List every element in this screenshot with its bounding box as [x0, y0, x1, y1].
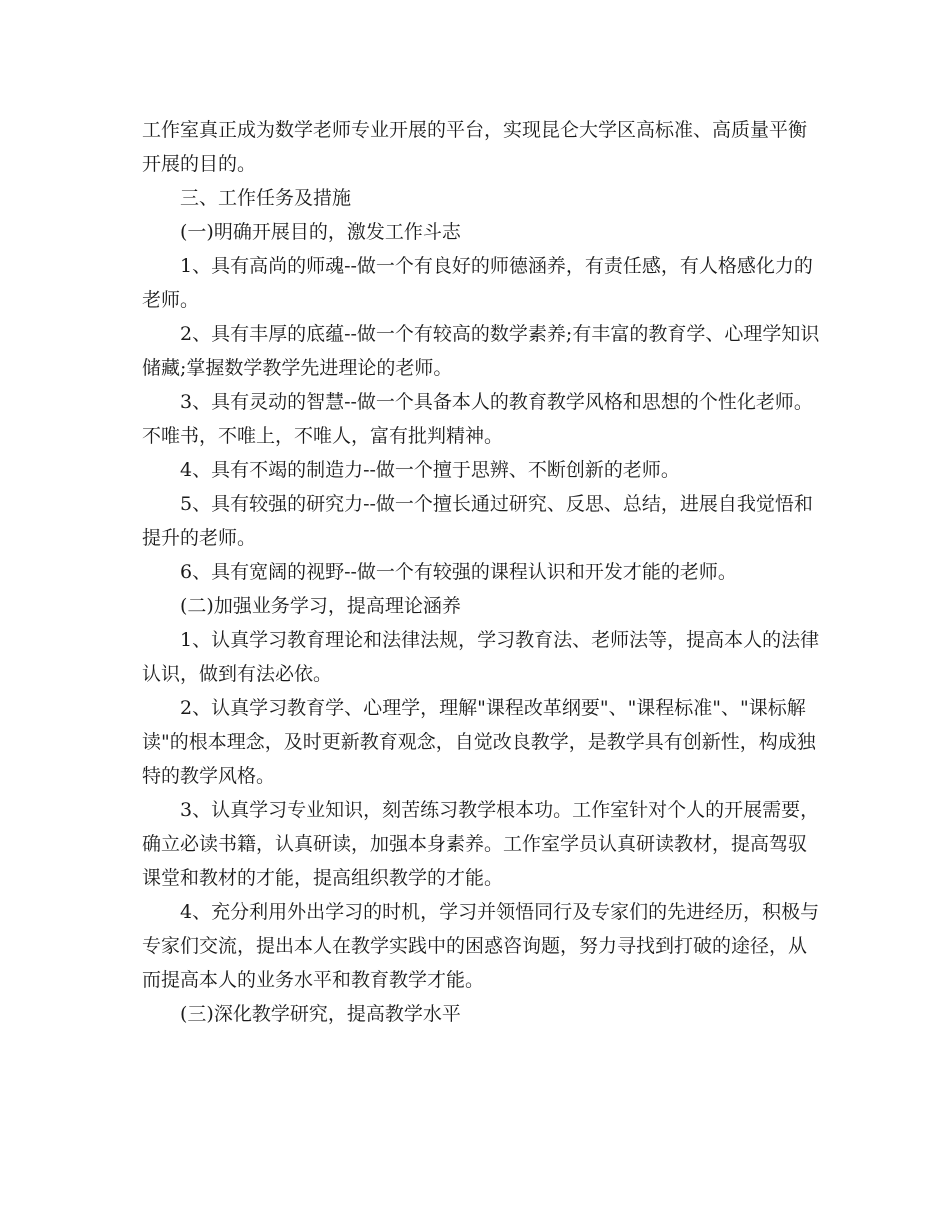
paragraph-continuation: 工作室真正成为数学老师专业开展的平台，实现昆仑大学区高标准、高质量平衡开展的目的。 [142, 119, 808, 175]
list-item-4: 4、具有不竭的制造力--做一个擅于思辨、不断创新的老师。 [180, 459, 680, 481]
list-item-6: 6、具有宽阔的视野--做一个有较强的课程认识和开发才能的老师。 [180, 561, 737, 583]
list-item-2: 2、具有丰厚的底蕴--做一个有较高的数学素养;有丰富的教育学、心理学知识储藏;掌握数学教学先进理论的老师。 [142, 323, 820, 379]
list-item-3: 3、具有灵动的智慧--做一个具备本人的教育教学风格和思想的个性化老师。不唯书，不唯上，不唯人，富有批判精神。 [142, 391, 813, 447]
list-item-1: 1、具有高尚的师魂--做一个有良好的师德涵养，有责任感，有人格感化力的老师。 [142, 255, 813, 311]
study-item-4: 4、充分利用外出学习的时机，学习并领悟同行及专家们的先进经历，积极与专家们交流，提出本人在教学实践中的困惑咨询题，努力寻找到打破的途径，从而提高本人的业务水平和教育教学才能。 [142, 901, 820, 991]
subsection-heading-three: (三)深化教学研究，提高教学水平 [180, 1003, 461, 1025]
document-body [142, 113, 822, 1031]
study-item-2: 2、认真学习教育学、心理学，理解"课程改革纲要"、"课程标准"、"课标解读"的根本理念，及时更新教育观念，自觉改良教学，是教学具有创新性，构成独特的教学风格。 [142, 697, 816, 787]
study-item-1: 1、认真学习教育理论和法律法规，学习教育法、老师法等，提高本人的法律认识，做到有法必依。 [142, 629, 820, 685]
section-heading-three: 三、工作任务及措施 [180, 187, 352, 209]
subsection-heading-two: (二)加强业务学习，提高理论涵养 [180, 595, 461, 617]
study-item-3: 3、认真学习专业知识，刻苦练习教学根本功。工作室针对个人的开展需要，确立必读书籍，认真研读，加强本身素养。工作室学员认真研读教材，提高驾驭课堂和教材的才能，提高组织教学的才能。 [142, 799, 820, 889]
subsection-heading-one: (一)明确开展目的，激发工作斗志 [180, 221, 461, 243]
list-item-5: 5、具有较强的研究力--做一个擅长通过研究、反思、总结，进展自我觉悟和提升的老师。 [142, 493, 813, 549]
